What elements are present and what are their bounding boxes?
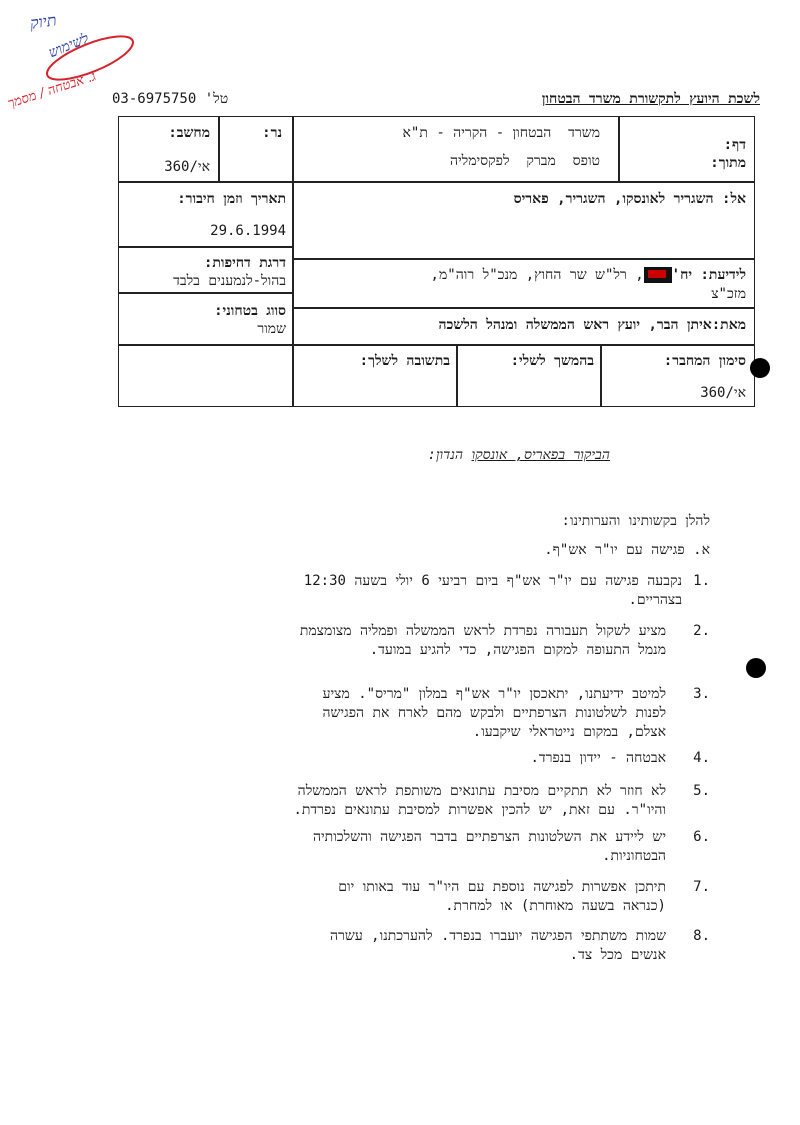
date-label: תאריך וזמן חיבור: — [177, 191, 286, 207]
item-text-line: לא חוזר לא תתקיים מסיבת עתונאים משותפת לראש הממשלה — [297, 783, 666, 799]
handwritten-note-1: תיוק — [28, 10, 58, 33]
info-recipients — [300, 266, 746, 284]
item-text-line: והיו"ר. עם זאת, יש להכין אפשרות למסיבת עתונאים נפרדת. — [293, 802, 666, 818]
to-recipient: אל: השגריר לאונסקו, השגריר, פאריס — [513, 191, 746, 207]
item-text-line: (כנראה בשעה מאוחרת) או למחרת. — [445, 898, 666, 914]
section-a-heading: א. פגישה עם יו"ר אש"ף. — [544, 542, 710, 558]
office-header: לשכת היועץ לתקשורת משרד הבטחון — [541, 91, 760, 107]
item-number: 6. — [693, 829, 710, 845]
redaction-block — [644, 267, 672, 283]
item-text-line: הבטחוניות. — [602, 848, 666, 864]
subject-label: הנדון: — [427, 447, 464, 463]
continuation-label: בהמשך לשלי: — [510, 353, 594, 369]
phone-number: טל' 03-6975750 — [112, 91, 229, 107]
item-number: 4. — [693, 750, 710, 766]
ministry-line-2: טופס מברק לפקסימליה — [449, 153, 600, 169]
item-text-line: מנמל התעופה למקום הפגישה, כדי להגיע במועד. — [369, 642, 666, 658]
classification-label: סווג בטחוני: — [214, 303, 286, 319]
item-number: 7. — [693, 879, 710, 895]
item-number: 5. — [693, 783, 710, 799]
item-number: 2. — [693, 623, 710, 639]
item-number: 8. — [693, 928, 710, 944]
item-text-line: תיתכן אפשרות לפגישה נוספת עם היו"ר עוד באותו יום — [338, 879, 666, 895]
item-text-line: בצהריים. — [628, 592, 682, 608]
punch-hole — [746, 658, 766, 678]
urgency-value: בהול-לנמענים בלבד — [173, 273, 286, 289]
info-prefix: לידיעת: יח' — [671, 267, 746, 283]
info-line-2: מזכ"צ — [711, 286, 746, 302]
computer-value: אי/360 — [164, 159, 210, 175]
item-number: 1. — [693, 573, 710, 589]
item-text-line: יש ליידע את השלטונות הצרפתיים בדבר הפגישה והשלכותיה — [312, 829, 666, 845]
intro-text: להלן בקשותינו והערותינו: — [561, 513, 710, 529]
computer-label: מחשב: — [168, 125, 210, 141]
subject-text: הביקור בפאריס, אונסקו — [471, 447, 610, 463]
page-label: דף: — [723, 137, 746, 153]
item-text-line: אצלם, במקום נייטראלי שיקבעו. — [472, 724, 666, 740]
item-text-line: למיטב ידיעתנו, יתאכסן יו"ר אש"ף במלון "מריס". מציע — [322, 686, 666, 702]
from-total-label: מתוך: — [710, 155, 746, 171]
item-text-line: אנשים מכל צד. — [569, 947, 666, 963]
item-text-line: נקבעה פגישה עם יו"ר אש"ף ביום רביעי 6 יולי בשעה 12:30 — [303, 573, 682, 589]
punch-hole — [750, 358, 770, 378]
item-text-line: לפנות לשלטונות הצרפתיים ולבקש מהם לארח את הפגישה — [322, 705, 666, 721]
handwritten-note-2: לשימוש — [46, 30, 92, 62]
from-sender: מאת:איתן הבר, יועץ ראש הממשלה ומנהל הלשכה — [438, 317, 746, 333]
handwritten-note-3: ג. אבטחה / מסמך — [6, 69, 98, 112]
info-suffix: , רל"ש שר החוץ, מנכ"ל רוה"מ, — [430, 267, 644, 283]
urgency-label: דרגת דחיפות: — [203, 255, 286, 271]
subject-line — [330, 446, 610, 464]
classification-value: שמור — [257, 321, 286, 337]
reply-label: בתשובה לשלך: — [359, 353, 450, 369]
item-number: 3. — [693, 686, 710, 702]
item-text-line: אבטחה - יידון בנפרד. — [530, 750, 666, 766]
item-text-line: שמות משתתפי הפגישה יועברו בנפרד. להערכתנו, עשרה — [329, 928, 666, 944]
ministry-line-1: משרד הבטחון - הקריה - ת"א — [402, 125, 600, 141]
sender-id-value: אי/360 — [700, 385, 746, 401]
nr-label: נר: — [262, 125, 282, 141]
item-text-line: מציע לשקול תעבורה נפרדת לראש הממשלה ופמליה מצומצמת — [299, 623, 666, 639]
date-value: 29.6.1994 — [210, 223, 286, 239]
sender-id-label: סימון המחבר: — [663, 353, 746, 369]
